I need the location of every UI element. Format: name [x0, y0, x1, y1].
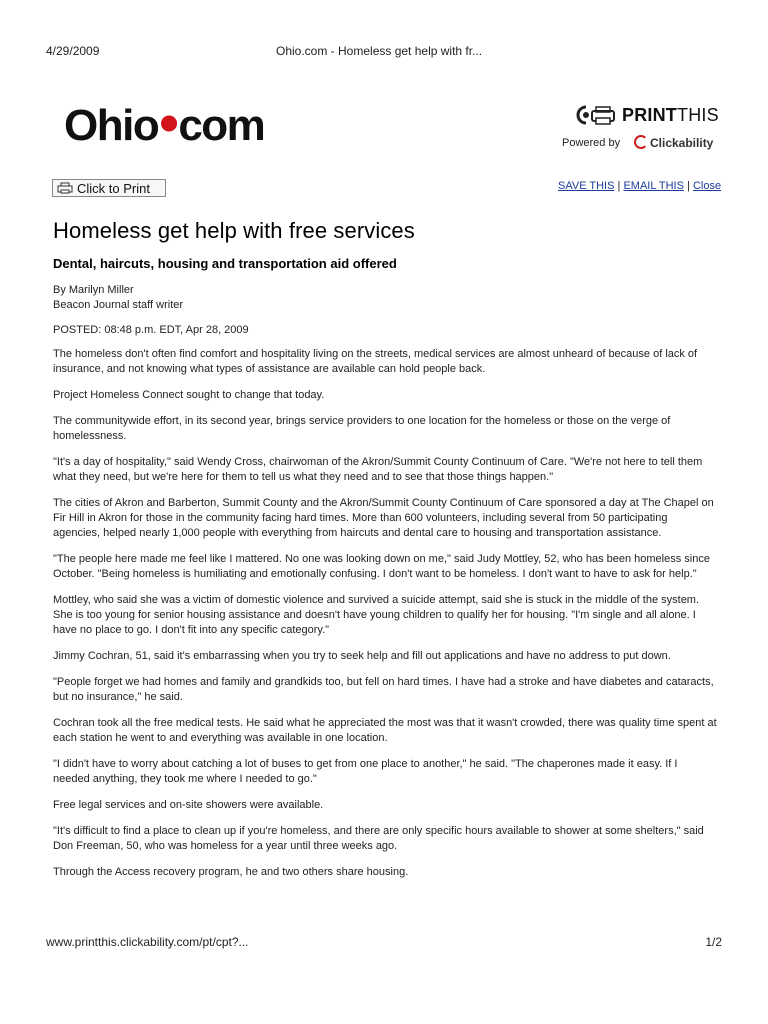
paragraph: Jimmy Cochran, 51, said it's embarrassing when you try to seek help and fill out applications and have no address to put down.: [53, 650, 671, 662]
click-to-print-button[interactable]: [52, 179, 166, 197]
print-header: [46, 44, 722, 60]
article-subhead: Dental, haircuts, housing and transportation aid offered: [53, 256, 397, 271]
author-affiliation: Beacon Journal staff writer: [53, 299, 184, 311]
page-number: 1/2: [705, 935, 722, 949]
paragraph: Through the Access recovery program, he and two others share housing.: [53, 866, 409, 878]
paragraph: The cities of Akron and Barberton, Summit County and the Akron/Summit County Continuum of Care sponsored a day at The Chapel on Fir Hill in Akron for those in the community facing hard times. More than 600 volunteers, including several from 50 participating agencies, helped nearly 1,000 people with everything from haircuts and dental care to housing and transportation assistance.: [53, 497, 714, 539]
powered-by-label: Powered by: [562, 137, 621, 149]
click-to-print-label: Click to Print: [77, 180, 150, 196]
paragraph: Cochran took all the free medical tests. He said what he appreciated the most was that it wasn't crowded, there was quality time spent at each station he went to and everything was available in one location.: [53, 717, 717, 744]
paragraph: Mottley, who said she was a victim of domestic violence and survived a suicide attempt, said she is stuck in the middle of the system. She is too young for senior housing assistance and doesn't have young children to qualify her for housing. "I'm single and all alone. I have no place to go. I don't fit into any specific category.": [53, 594, 700, 636]
author: By Marilyn Miller: [53, 284, 134, 296]
logo-dot: •: [159, 91, 178, 154]
paragraph: The communitywide effort, in its second year, brings service providers to one location for the homeless or those on the verge of homelessness.: [53, 415, 671, 442]
logo-text-ohio: Ohio: [64, 101, 159, 150]
print-page-title: Ohio.com - Homeless get help with fr...: [276, 44, 483, 58]
print-date: 4/29/2009: [46, 44, 100, 58]
byline: [53, 283, 717, 313]
clickability-label: Clickability: [650, 136, 714, 150]
paragraph: "People forget we had homes and family and grandkids too, but fell on hard times. I have had a stroke and have diabetes and cataracts, but no insurance," he said.: [53, 676, 714, 703]
separator: |: [687, 180, 690, 192]
close-link[interactable]: Close: [692, 180, 722, 192]
printer-icon: [57, 182, 73, 194]
paragraph: The homeless don't often find comfort and hospitality living on the streets, medical services are almost unheard of because of lack of insurance, and not knowing what types of assistance are available can hold people back.: [53, 348, 698, 375]
clickability-logo: [634, 135, 713, 150]
email-this-link[interactable]: EMAIL THIS: [623, 180, 684, 192]
article: [53, 218, 717, 880]
printthis-this-text: THIS: [677, 105, 719, 125]
tool-links: [558, 180, 721, 192]
paragraph: "I didn't have to worry about catching a lot of buses to get from one place to another," he said. "The chaperones made it easy. If I needed anything, they took me where I needed to go.": [53, 758, 678, 785]
article-headline: Homeless get help with free services: [53, 218, 415, 243]
paragraph: Free legal services and on-site showers were available.: [53, 799, 324, 811]
print-url: www.printthis.clickability.com/pt/cpt?...: [46, 935, 249, 949]
printthis-print-text: PRINT: [622, 105, 677, 125]
posted-date: POSTED: 08:48 p.m. EDT, Apr 28, 2009: [53, 324, 249, 336]
clickability-icon: [634, 135, 648, 149]
ohio-com-logo[interactable]: [64, 91, 265, 154]
printthis-logo: [576, 102, 726, 128]
paragraph: "It's difficult to find a place to clean up if you're homeless, and there are only specific hours available to shower at some shelters," said Don Freeman, 50, who was homeless for a year until three weeks ago.: [53, 825, 704, 852]
article-body: [53, 347, 717, 880]
logo-text-com: com: [178, 101, 265, 150]
separator: |: [617, 180, 621, 192]
paragraph: "It's a day of hospitality," said Wendy Cross, chairwoman of the Akron/Summit County Continuum of Care. "We're not here to tell them what they need, but we're here for them to tell us what they need and to see that those things happen.": [53, 456, 703, 483]
paragraph: Project Homeless Connect sought to change that today.: [53, 389, 325, 401]
save-this-link[interactable]: SAVE THIS: [558, 180, 615, 192]
paragraph: "The people here made me feel like I mattered. No one was looking down on me," said Judy Mottley, 52, who has been homeless since October. "Being homeless is humiliating and emotionally confusing. I don't want to be homeless. I don't want to have to ask for help.": [53, 553, 710, 580]
printthis-icon: [576, 104, 620, 126]
